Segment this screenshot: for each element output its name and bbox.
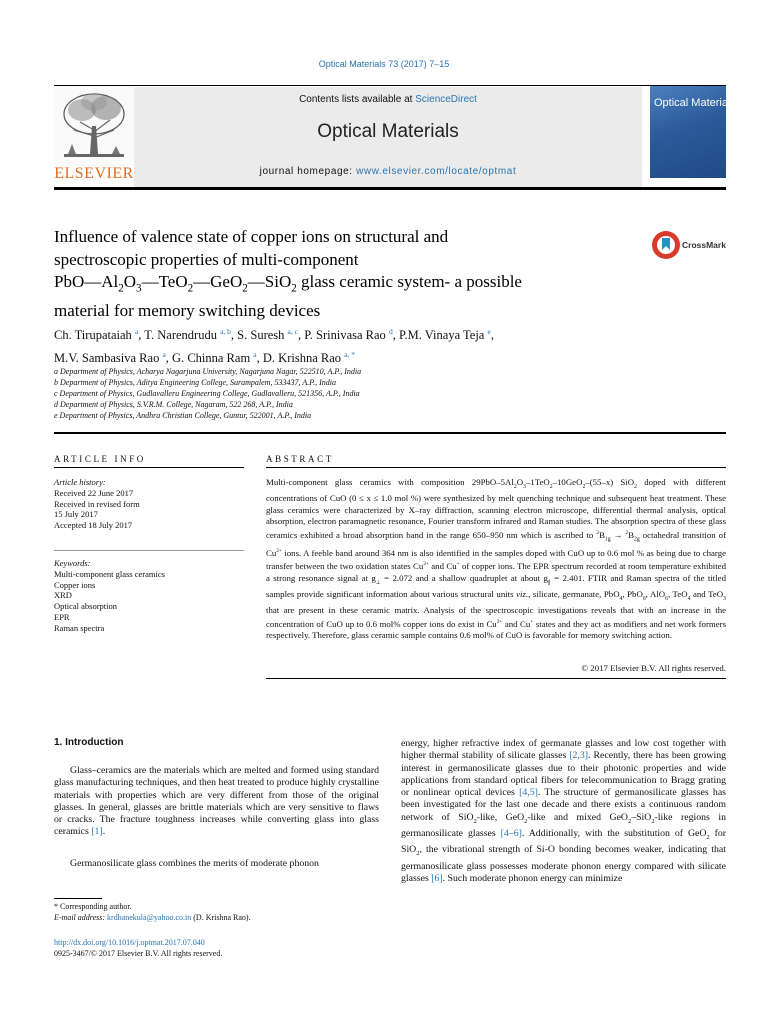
affiliation-marker[interactable]: e bbox=[487, 327, 491, 336]
body-text: . Such moderate phonon energy can minimize bbox=[442, 872, 623, 884]
affiliation-marker[interactable]: a, b bbox=[220, 327, 231, 336]
right-column-text: energy, higher refractive index of germanate glasses and low cost together with higher thermal stability of silicate glasses [2,3]. Recently, there has been growing interest in germanosilicate glasses due to their photonic properties and wide applications from standard optical fibers for telecommunication to Bragg grating or nonlinear optical devices [4,5]. The structure of germanosilicate glasses has been investigated for the last one decade and there exists a continuous random network of SiO$_2$-like, GeO$_2$-like and mixed GeO$_2$–SiO$_2$-like regions in germanosilicate glasses [4–6]. Additionally, with the substitution of GeO$_2$ for SiO$_2$, the vibrational strength of Si-O bonding becomes weaker, indicating that germanosilicate glass possesses moderate phonon energy compared with silicate glasses [6]. Such moderate phonon energy can minimize bbox=[401, 738, 726, 884]
body-text: for SiO bbox=[401, 828, 726, 856]
citation-link[interactable]: [2,3] bbox=[569, 750, 589, 762]
title-line-4: material for memory switching devices bbox=[54, 300, 321, 320]
keyword: EPR bbox=[54, 611, 70, 622]
email-link[interactable]: krdhanekula@yahoo.co.in bbox=[107, 912, 192, 922]
title-line-3: $PbO—Al_2O_3—TeO_2—GeO_2—SiO_2$ glass ceramic system- a possible bbox=[54, 272, 522, 295]
author-separator: , bbox=[490, 328, 494, 343]
body-text: -like regions in germanosilicate glasses bbox=[401, 811, 726, 840]
affiliation-rule bbox=[54, 432, 726, 434]
abstract-bottom-rule bbox=[266, 678, 726, 679]
article-title bbox=[54, 226, 634, 322]
author-list bbox=[54, 322, 734, 368]
keyword: Raman spectra bbox=[54, 622, 105, 633]
author-name: , P.M. Vinaya Teja bbox=[392, 328, 485, 343]
author-name: , P. Srinivasa Rao bbox=[297, 328, 386, 343]
contents-line bbox=[134, 94, 642, 105]
affiliation-marker[interactable]: a bbox=[162, 350, 166, 360]
author-name: , G. Chinna Ram bbox=[165, 351, 251, 366]
intro-paragraph-1 bbox=[54, 765, 379, 839]
header-top-rule bbox=[54, 85, 726, 86]
abstract-text: and Cu bbox=[428, 561, 457, 572]
affiliation-a: a Department of Physics, Acharya Nagarjuna University, Nagarjuna Nagar, 522510, A.P., India bbox=[54, 367, 362, 376]
body-text: . The structure of germanosilicate glasses has been investigated for the last one decade and there exists a continuous random network of SiO bbox=[401, 787, 726, 823]
corresponding-author-marker[interactable]: a, * bbox=[344, 350, 355, 360]
keyword: Copper ions bbox=[54, 579, 96, 590]
abstract-text: of copper ions. The EPR spectrum recorded at room temperature exhibited a strong resonance signal at g bbox=[266, 561, 726, 583]
history-received: Received 22 June 2017 bbox=[54, 487, 134, 498]
email-line bbox=[54, 913, 379, 924]
citation-link[interactable]: [4–6] bbox=[500, 828, 522, 840]
affiliation-marker[interactable]: a, c bbox=[287, 327, 298, 336]
author-name: Ch. Tirupataiah bbox=[54, 328, 132, 343]
article-info-heading: ARTICLE INFO bbox=[54, 454, 146, 464]
abstract-text: ., silicate, germanate, PbO bbox=[525, 589, 620, 600]
doi-link[interactable]: http://dx.doi.org/10.1016/j.optmat.2017.07.040 bbox=[54, 938, 205, 947]
corresponding-footnote bbox=[54, 902, 379, 923]
title-line-1: Influence of valence state of copper ions on structural and bbox=[54, 227, 449, 246]
header-bottom-rule bbox=[54, 187, 726, 190]
keywords bbox=[54, 558, 244, 634]
abstract-text: Multi-component glass ceramics with composition 29PbO–5Al bbox=[266, 477, 514, 487]
body-text: . Additionally, with the substitution of GeO bbox=[521, 828, 707, 840]
email-suffix: (D. Krishna Rao). bbox=[191, 912, 251, 922]
crossmark-label[interactable]: CrossMark bbox=[682, 240, 726, 250]
email-label: E-mail address: bbox=[54, 912, 108, 922]
abstract-text: octahedral transition of Cu bbox=[266, 529, 726, 558]
journal-name: Optical Materials bbox=[317, 121, 459, 142]
keyword: Optical absorption bbox=[54, 601, 118, 612]
abstract-text: that are present in these ceramic matrix. Analysis of the spectroscopic investigations reveals that with an increase in the concentration of CuO up to 0.6 mol% copper ions do exist in Cu bbox=[266, 605, 726, 629]
abstract-text: and Cu bbox=[502, 618, 531, 629]
history-label: Article history: bbox=[54, 477, 106, 487]
affiliation-e: e Department of Physics, Andhra Christian College, Guntur, 522001, A.P., India bbox=[54, 411, 312, 420]
author-name: , T. Narendrudu bbox=[138, 328, 217, 343]
doi-block bbox=[54, 938, 222, 959]
authors-line-2 bbox=[54, 345, 734, 368]
body-text: –SiO bbox=[631, 811, 652, 823]
citation-link[interactable]: [1] bbox=[91, 826, 103, 838]
affiliation-marker[interactable]: d bbox=[388, 327, 393, 336]
keywords-rule bbox=[54, 550, 244, 551]
history-accepted: Accepted 18 July 2017 bbox=[54, 520, 133, 531]
citation-link[interactable]: [6] bbox=[431, 872, 443, 884]
journal-homepage bbox=[134, 166, 642, 177]
section-heading-introduction: 1. Introduction bbox=[54, 737, 124, 748]
abstract-text: = 2.401. FTIR and Raman spectra of the titled samples provide significant information about various structural units bbox=[266, 572, 726, 600]
keyword: XRD bbox=[54, 590, 72, 601]
sciencedirect-link[interactable]: ScienceDirect bbox=[415, 94, 477, 105]
affiliations bbox=[54, 366, 654, 421]
abstract-text: viz bbox=[516, 589, 526, 600]
body-text: -like and mixed GeO bbox=[527, 811, 629, 823]
title-line-2: spectroscopic properties of multi-component bbox=[54, 249, 359, 269]
homepage-link[interactable]: www.elsevier.com/locate/optmat bbox=[356, 166, 517, 177]
body-text: energy, higher refractive index of germanate glasses and low cost together with higher thermal stability of silicate glasses bbox=[401, 738, 726, 762]
issn-copyright: 0925-3467/© 2017 Elsevier B.V. All rights reserved. bbox=[54, 948, 223, 958]
affiliation-c: c Department of Physics, Gudlavalleru Engineering College, Gudlavalleru, 521356, A.P., India bbox=[54, 389, 360, 398]
affiliation-d: d Department of Physics, S.V.R.M. College, Nagaram, 522 268, A.P., India bbox=[54, 400, 293, 409]
footnote-rule bbox=[54, 898, 102, 899]
keyword: Multi-component glass ceramics bbox=[54, 568, 165, 579]
body-text: , the vibrational strength of Si-O bonding becomes weaker, indicating that germanosilicate glass possesses moderate phonon energy compared with silicate glasses bbox=[401, 844, 726, 884]
title-formula-start: PbO bbox=[54, 272, 85, 291]
body-text: . bbox=[102, 826, 106, 838]
affiliation-marker[interactable]: a bbox=[253, 350, 257, 360]
cover-title: Optical Materials bbox=[654, 97, 736, 109]
author-name: , D. Krishna Rao bbox=[256, 351, 342, 366]
body-text: -like, GeO bbox=[476, 811, 525, 823]
affiliation-marker[interactable]: a bbox=[134, 327, 139, 336]
history-revised-date: 15 July 2017 bbox=[54, 509, 98, 520]
body-text: . Recently, there has been growing interest in germanosilicate glasses due to their photonic properties and wide applications from standard optical fibers for telecommunication to Bragg grating or nonlinear optical devices bbox=[401, 750, 726, 799]
abstract-heading: ABSTRACT bbox=[266, 454, 334, 464]
article-info-rule bbox=[54, 467, 244, 468]
abstract-text: states and they act as modifiers and net work formers respectively. Therefore, glass ceramic sample contains 0.6 mol% of CuO is favorable for memory switching action. bbox=[266, 618, 726, 641]
abstract-text: = 2.072 and a shallow quadruplet at about g bbox=[380, 572, 548, 583]
abstract-copyright: © 2017 Elsevier B.V. All rights reserved. bbox=[581, 663, 726, 673]
article-history bbox=[54, 477, 244, 531]
abstract-rule bbox=[266, 467, 726, 468]
abstract-text: with different concentrations of CuO (0 ≤ x ≤ 1.0 mol %) were synthesized by melt quenching technique and subsequent heat treatment. These glass ceramics were characterized by X–ray diffraction, scanning electron microscope, differential thermal analysis, optical absorption, electron paramagnetic resonance, Fourier transform infrared and Raman studies. The absorption spectra of these glass ceramics exhibited a broad absorption band in the range 650–950 nm which is ascribed to bbox=[266, 477, 726, 540]
elsevier-wordmark: ELSEVIER bbox=[54, 165, 134, 182]
keywords-label: Keywords: bbox=[54, 558, 91, 568]
citation-link[interactable]: [4,5] bbox=[519, 787, 538, 799]
history-revised-label: Received in revised form bbox=[54, 498, 140, 509]
body-text: Glass–ceramics are the materials which are melted and formed using standard glass manufacturing techniques, and then heat treated to produce highly crystalline materials with properties which are very different from those of the original glasses. In general, glasses are brittle materials which are very sensitive to flaws or cracks. The fracture toughness increases while converting glass into glass ceramics bbox=[54, 765, 379, 838]
abstract-text: ions. A feeble band around 364 nm is also identified in the samples doped with CuO up to 0.6 mol % as being due to charge transfer between the two oxidation states Cu bbox=[266, 547, 726, 572]
abstract-body: Multi-component glass ceramics with composition $29PbO-5Al_2O_3-1TeO_2-10GeO_2-(55-x)$ SiO$_2$ doped with different concentrations of CuO (0 ≤ x ≤ 1.0 mol %) were synthesized by melt quenching technique and subsequent heat treatment. These glass ceramics were characterized by X–ray diffraction, scanning electron microscope, differential thermal analysis, optical absorption, electron paramagnetic resonance, Fourier transform infrared and Raman studies. The absorption spectra of these glass ceramics exhibited a broad absorption band in the range 650–950 nm which is ascribed to $^2B_{1g} \to ^2B_{2g}$ octahedral transition of $Cu^{2+}$ ions. A feeble band around 364 nm is also identified in the samples doped with CuO up to 0.6 mol % as being due to charge transfer between the two oxidation states $Cu^{2+}$ and Cu+ of copper ions. The EPR spectrum recorded at room temperature exhibited a strong resonance signal at $g_\perp = 2.072$ and a shallow quadruplet at about $g_\parallel = 2.401$. FTIR and Raman spectra of the titled samples provide significant information about various structural units viz., silicate, germanate, PbO$_4$, PbO$_6$, AlO$_6$, TeO$_4$ and TeO$_3$ that are present in these ceramic matrix. Analysis of the spectroscopic investigations reveals that with an increase in the concentration of CuO up to 0.6 mol% copper ions do exist in $Cu^{2+}$ and Cu+ states and they act as modifiers and net work formers respectively. Therefore, glass ceramic sample contains 0.6 mol% of CuO is favorable for memory switching action. bbox=[266, 477, 726, 641]
corresponding-author-note: * Corresponding author. bbox=[54, 902, 132, 911]
author-name: , S. Suresh bbox=[230, 328, 285, 343]
affiliation-b: b Department of Physics, Aditya Engineering College, Surampalem, 533437, A.P., India bbox=[54, 378, 336, 387]
author-name: M.V. Sambasiva Rao bbox=[54, 351, 160, 366]
homepage-prefix: journal homepage: bbox=[259, 166, 357, 177]
authors-line-1 bbox=[54, 322, 734, 345]
contents-prefix: Contents lists available at bbox=[299, 94, 416, 105]
journal-citation[interactable]: Optical Materials 73 (2017) 7–15 bbox=[318, 59, 450, 69]
intro-paragraph-2: Germanosilicate glass combines the merits of moderate phonon bbox=[70, 858, 319, 869]
